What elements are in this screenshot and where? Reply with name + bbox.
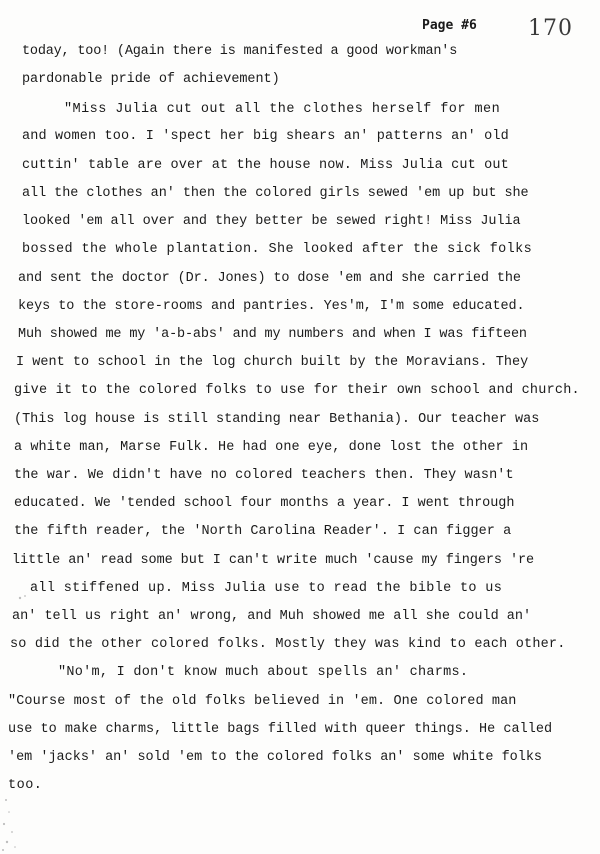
text-line: a white man, Marse Fulk. He had one eye, done lost the other in	[14, 440, 529, 455]
text-line: today, too! (Again there is manifested a good workman's	[22, 44, 458, 59]
text-line: too.	[8, 778, 43, 793]
text-line: I went to school in the log church built by the Moravians. They	[16, 355, 529, 370]
text-line: 'em 'jacks' an' sold 'em to the colored folks an' some white folks	[8, 750, 543, 765]
text-line: and women too. I 'spect her big shears an' patterns an' old	[22, 129, 509, 144]
text-line: "Miss Julia cut out all the clothes herself for men	[64, 102, 501, 117]
text-line: educated. We 'tended school four months a year. I went through	[14, 496, 515, 511]
text-line: so did the other colored folks. Mostly they was kind to each other.	[10, 637, 566, 652]
page-label: Page #6	[422, 18, 477, 33]
text-line: all the clothes an' then the colored girls sewed 'em up but she	[22, 186, 529, 201]
text-line: cuttin' table are over at the house now. Miss Julia cut out	[22, 158, 509, 173]
text-line: "No'm, I don't know much about spells an' charms.	[58, 665, 469, 680]
text-line: pardonable pride of achievement)	[22, 72, 280, 87]
text-line: and sent the doctor (Dr. Jones) to dose 'em and she carried the	[18, 271, 521, 286]
text-line: use to make charms, little bags filled with queer things. He called	[8, 722, 553, 737]
text-line: an' tell us right an' wrong, and Muh showed me all she could an'	[12, 609, 532, 624]
text-line: all stiffened up. Miss Julia use to read the bible to us	[30, 581, 503, 596]
folio-number: 170	[528, 16, 573, 41]
text-line: Muh showed me my 'a-b-abs' and my numbers and when I was fifteen	[18, 327, 527, 342]
text-line: "Course most of the old folks believed in 'em. One colored man	[8, 694, 517, 709]
text-line: keys to the store-rooms and pantries. Yes'm, I'm some educated.	[18, 299, 525, 314]
text-line: give it to the colored folks to use for their own school and church.	[14, 383, 580, 398]
text-line: little an' read some but I can't write much 'cause my fingers 're	[12, 553, 535, 568]
text-line: (This log house is still standing near Bethania). Our teacher was	[14, 412, 540, 427]
text-line: looked 'em all over and they better be sewed right! Miss Julia	[22, 214, 521, 229]
text-line: bossed the whole plantation. She looked after the sick folks	[22, 242, 533, 257]
text-line: the war. We didn't have no colored teachers then. They wasn't	[14, 468, 514, 483]
text-line: the fifth reader, the 'North Carolina Reader'. I can figger a	[14, 524, 512, 539]
